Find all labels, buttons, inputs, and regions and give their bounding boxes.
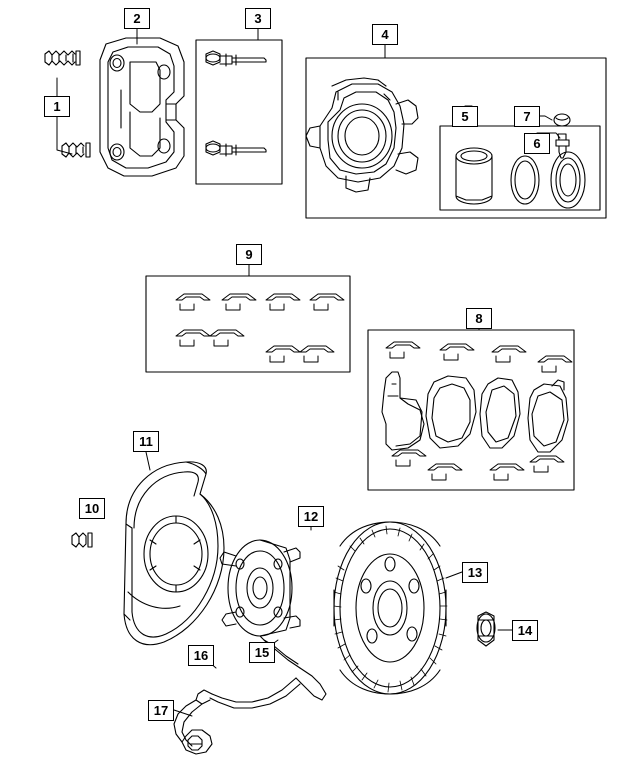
pad-clip-hardware-set [146,276,350,372]
callout-10[interactable]: 10 [79,498,105,519]
callout-15[interactable]: 15 [249,642,275,663]
callout-3[interactable]: 3 [245,8,271,29]
caliper-piston-group [440,126,600,210]
abs-sensor-harness [174,700,212,754]
callout-17[interactable]: 17 [148,700,174,721]
brake-rotor [334,522,447,694]
callout-14[interactable]: 14 [512,620,538,641]
brake-caliper-housing [306,78,418,192]
caliper-assembly-group [306,58,606,218]
callout-7[interactable]: 7 [514,106,540,127]
callout-6[interactable]: 6 [524,133,550,154]
axle-nut [477,612,495,646]
callout-11[interactable]: 11 [133,431,159,452]
caliper-adapter-bracket [100,38,184,176]
callout-8[interactable]: 8 [466,308,492,329]
callout-2[interactable]: 2 [124,8,150,29]
callout-5[interactable]: 5 [452,106,478,127]
callout-9[interactable]: 9 [236,244,262,265]
callout-12[interactable]: 12 [298,506,324,527]
abs-speed-sensor [196,668,326,708]
callout-16[interactable]: 16 [188,645,214,666]
bleeder-cap [554,114,570,126]
bleeder-screw [556,134,569,158]
shield-screw [72,533,92,547]
guide-pin-bushing-set [196,40,282,184]
guide-pin-bolt-lower [62,143,90,157]
guide-pin-bolt-upper [45,51,80,65]
brake-pad-set [368,330,574,490]
callout-1[interactable]: 1 [44,96,70,117]
brake-dust-shield [124,462,224,645]
callout-4[interactable]: 4 [372,24,398,45]
callout-13[interactable]: 13 [462,562,488,583]
